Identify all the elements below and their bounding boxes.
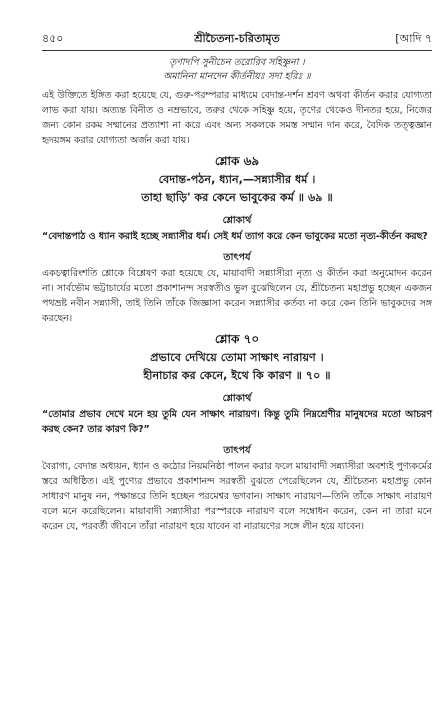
sloka-69-verse [42, 171, 432, 207]
sloka-70-purport-label: তাৎপর্য [223, 445, 251, 456]
sloka-69-line-1: বেদান্ত-পঠন, ধ্যান,—সন্ন্যাসীর ধর্ম । [158, 173, 316, 186]
sloka-70-verse [42, 349, 432, 385]
sloka-69-translation-label: শ্লোকার্থ [222, 215, 252, 226]
quote-line-1: তৃণাদপি সুনীচেন তরোরিব সহিষ্ণুনা । [169, 57, 305, 68]
book-title: শ্রীচৈতন্য-চরিতামৃত [194, 32, 280, 45]
sloka-70-purport: বৈরাগ্য, বেদান্ত অধ্যয়ন, ধ্যান ও কঠোর নিয়মনিষ্ঠা পালন করার ফলে মায়াবাদী সন্ন্যাসীরা অবশ্যই পুণ্যকর্মের স্তরে অধিষ্ঠিত। এই পুণ্যের প্রভাবে প্রকাশানন্দ সরস্বতী বুঝতে পেরেছিলেন যে, শ্রীচৈতন্য মহাপ্রভু কোন সাধারণ মানুষ নন, পক্ষান্তরে তিনি হচ্ছেন পরমেশ্বর ভগবান। সাক্ষাৎ নারায়ণ—তিনি তাঁকে সাক্ষাৎ নারায়ণ বলে মনে করেছিলেন। মায়াবাদী সন্ন্যাসীরা পরস্পরকে নারায়ণ বলে সম্বোধন করেন, কেন না তারা মনে করেন যে, পরবর্তী জীবনে তাঁরা নারায়ণ হয়ে যাবেন বা নারায়ণের সঙ্গে লীন হয়ে যাবেন। [42, 461, 432, 532]
sloka-69-purport-label: তাৎপর্য [223, 252, 251, 263]
sloka-69-translation: “বেদান্তপাঠ ও ধ্যান করাই হচ্ছে সন্ন্যাসীর ধর্ম। সেই ধর্ম ত্যাগ করে কেন ভাবুকের মতো নৃত্য-কীর্তন করছ? [42, 231, 428, 242]
sloka-70-translation-label: শ্লোকার্থ [222, 393, 252, 404]
sloka-70-line-1: প্রভাবে দেখিয়ে তোমা সাক্ষাৎ নারায়ণ । [150, 351, 324, 364]
page-content [42, 56, 432, 538]
sloka-69-purport: একচত্বারিংশতি শ্লোকে বিশ্লেষণ করা হয়েছে যে, মায়াবাদী সন্ন্যাসীরা নৃত্য ও কীর্তন করা অনুমোদন করেন না। সার্বভৌম ভট্টাচার্যের মতো প্রকাশানন্দ সরস্বতীও ভুল বুঝেছিলেন যে, শ্রীচৈতন্য মহাপ্রভু হচ্ছেন একজন পথভ্রষ্ট নবীন সন্ন্যাসী, তাই তিনি তাঁকে জিজ্ঞাসা করেন সন্ন্যাসীর কর্তব্য না করে কেন তিনি ভাবুকদের সঙ্গ করছেন। [42, 268, 432, 324]
page-number: ৪৫০ [42, 32, 64, 45]
sloka-69-line-2: তাহা ছাড়ি' কর কেনে ভাবুকের কর্ম ॥ ৬৯ ॥ [141, 191, 333, 204]
sloka-69-title: শ্লোক ৬৯ [214, 154, 260, 168]
quote-line-2: অমানিনা মানদেন কীর্তনীয়ঃ সদা হরিঃ ॥ [163, 71, 311, 82]
sloka-70-title: শ্লোক ৭০ [214, 332, 260, 346]
sloka-70-translation: “তোমার প্রভাব দেখে মনে হয় তুমি যেন সাক্ষাৎ নারায়ণ। কিন্তু তুমি নিম্নশ্রেণীর মানুষদের মতো আচরণ করছ কেন? তার কারণ কি?” [42, 409, 432, 435]
header-rule [42, 50, 432, 51]
chapter-label: [আদি ৭ [395, 32, 432, 45]
page-header [42, 30, 432, 50]
sloka-70-line-2: হীনাচার কর কেনে, ইথে কি কারণ ॥ ৭০ ॥ [143, 369, 331, 382]
quote-block [42, 56, 432, 84]
intro-paragraph: এই উক্তিতে ইঙ্গিত করা হয়েছে যে, গুরু-পরম্পরার মাধ্যমে বেদান্ত-দর্শন শ্রবণ অথবা কীর্তন করার যোগ্যতা লাভ করা যায়। অত্যন্ত বিনীত ও নম্রভাবে, তরুর থেকে সহিষ্ণু হয়ে, তৃণের থেকেও দীনতর হয়ে, নিজের জন্য কোন রকম সম্মানের প্রত্যাশা না করে এবং অন্য সকলকে সমস্ত সম্মান দান করে, বৈদিক তত্ত্বজ্ঞান হৃদয়ঙ্গম করার যোগ্যতা অর্জন করা যায়। [42, 90, 432, 146]
